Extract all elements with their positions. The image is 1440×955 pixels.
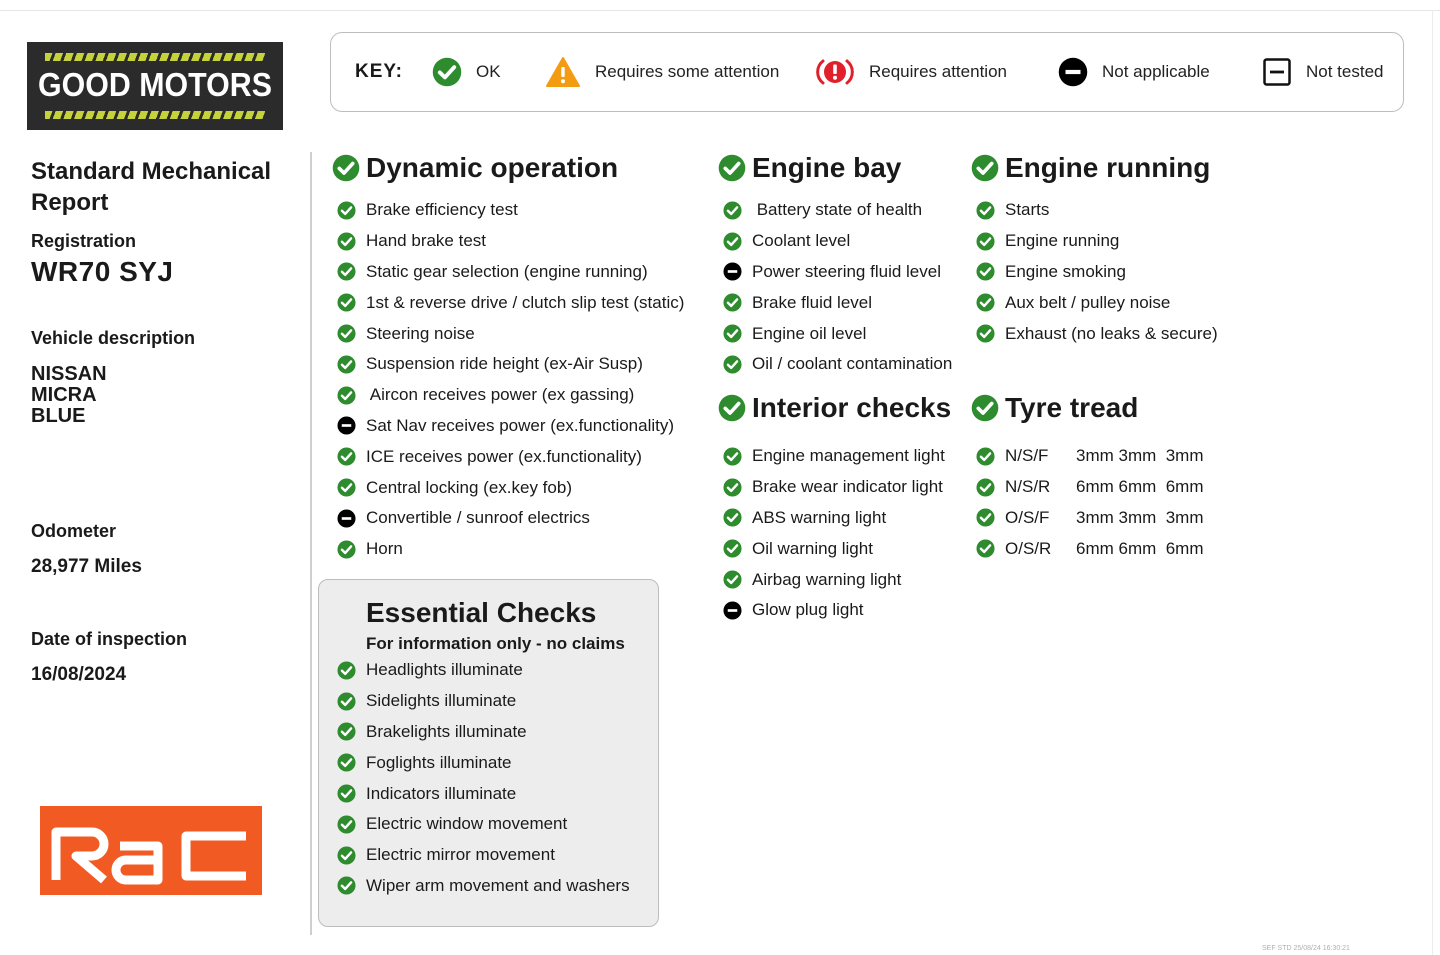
check-item-label: Engine management light [752,446,945,466]
key-ok-label: OK [476,62,501,81]
check-icon [723,293,742,312]
key-attention-label: Requires attention [869,62,1007,81]
check-item-label: Exhaust (no leaks & secure) [1005,323,1218,343]
check-item [337,503,684,534]
check-item-label: Battery state of health [752,200,923,220]
check-item [337,655,630,686]
check-item-label: Horn [366,539,403,559]
engine-running-title: Engine running [1005,152,1211,183]
warning-triangle-icon [545,56,581,88]
engine-running-list [976,195,1218,349]
check-item [723,257,952,288]
check-icon [332,154,360,182]
key-some-attention-label: Requires some attention [595,62,780,81]
check-item-label: ABS warning light [752,507,887,527]
check-icon [723,232,742,251]
check-icon [337,324,356,343]
good-motors-logo [27,42,283,130]
check-item [723,595,945,626]
check-item [723,503,945,534]
check-icon [337,876,356,895]
check-item [337,809,630,840]
odometer-value: 28,977 Miles [31,556,142,577]
rac-logo [40,806,262,895]
check-icon [337,262,356,281]
check-item [723,472,945,503]
check-icon [976,447,995,466]
check-icon [976,539,995,558]
registration-label: Registration [31,231,137,251]
logo-stripe-top [45,53,265,61]
check-icon [971,154,999,182]
essential-checks-subtitle: For information only - no claims [366,634,625,653]
logo-text: GOOD MOTORS [38,66,272,103]
check-item [976,257,1218,288]
check-item-label: Static gear selection (engine running) [366,261,648,281]
check-icon [723,570,742,589]
check-item [337,380,684,411]
check-icon [337,753,356,772]
key-not-applicable [1058,33,1210,111]
tyre-tread-title: Tyre tread [1005,392,1139,423]
check-item [723,349,952,380]
right-rule [1432,10,1433,955]
check-icon [337,447,356,466]
essential-checks-title: Essential Checks [366,597,597,628]
tyre-tread-depths: 3mm 3mm 3mm [1076,507,1204,527]
check-icon [337,846,356,865]
dynamic-operation-heading [332,152,618,184]
check-icon [337,355,356,374]
essential-checks-list [337,655,630,901]
check-item-label: Sat Nav receives power (ex.functionality) [366,415,675,435]
tyre-tread-heading [971,392,1138,424]
minus-circle-icon [1058,57,1088,87]
check-item [337,441,684,472]
check-item-label: Indicators illuminate [366,783,517,803]
check-item-label: Engine smoking [1005,261,1126,281]
minus-circle-icon [337,509,356,528]
logo-stripe-bottom [45,111,265,119]
check-item-label: Brakelights illuminate [366,721,527,741]
check-item-label: Aux belt / pulley noise [1005,292,1171,312]
check-icon [976,478,995,497]
check-item [723,195,952,226]
check-icon [976,324,995,343]
report-title: Standard Mechanical Report [31,158,272,216]
check-icon [723,508,742,527]
vehicle-make: NISSAN [31,363,107,385]
check-item-label: Electric mirror movement [366,845,555,865]
key-not-tested-label: Not tested [1306,62,1384,81]
check-item [337,871,630,902]
check-item [337,257,684,288]
check-item-label: Brake wear indicator light [752,477,943,497]
tyre-row [976,472,1204,503]
tyre-position: O/S/F [1005,507,1050,527]
check-item [337,195,684,226]
tyre-position: N/S/R [1005,477,1051,497]
engine-bay-list [723,195,952,380]
check-icon [337,232,356,251]
vehicle-colour: BLUE [31,405,86,427]
check-item-label: Glow plug light [752,600,864,620]
check-item-label: Airbag warning light [752,569,902,589]
check-item [337,411,684,442]
check-item-label: Brake fluid level [752,292,873,312]
check-item-label: 1st & reverse drive / clutch slip test (static) [366,292,685,312]
footer-reference: SEF STD 25/08/24 16:30:21 [1262,945,1350,952]
check-item [337,349,684,380]
check-item-label: Foglights illuminate [366,752,512,772]
check-item-label: Engine oil level [752,323,867,343]
check-icon [337,722,356,741]
check-item [976,195,1218,226]
check-icon [971,394,999,422]
check-icon [337,815,356,834]
check-icon [723,355,742,374]
check-icon [337,661,356,680]
interior-checks-heading [718,392,951,424]
interior-checks-title: Interior checks [752,392,952,423]
check-icon [337,784,356,803]
check-item-label: Convertible / sunroof electrics [366,508,590,528]
check-item [723,318,952,349]
check-item [337,717,630,748]
key-not-tested [1262,33,1384,111]
check-item-label: Brake efficiency test [366,200,518,220]
column-divider [310,152,312,935]
check-item-label: Hand brake test [366,231,487,251]
tyre-row [976,533,1204,564]
tyre-position: O/S/R [1005,538,1052,558]
inspection-date-label: Date of inspection [31,629,188,649]
engine-running-heading [971,152,1210,184]
top-rule [0,10,1440,11]
check-item [337,318,684,349]
check-item-label: Engine running [1005,231,1120,251]
key-some-attention [545,33,779,111]
minus-circle-icon [337,416,356,435]
vehicle-description [31,364,107,427]
tyre-tread-depths: 3mm 3mm 3mm [1076,446,1204,466]
check-icon [432,57,462,87]
check-icon [723,201,742,220]
check-icon [723,539,742,558]
inspection-date-value: 16/08/2024 [31,664,127,685]
check-icon [337,386,356,405]
check-icon [723,447,742,466]
tyre-row [976,503,1204,534]
check-icon [337,540,356,559]
check-item-label: Sidelights illuminate [366,691,517,711]
check-item [337,686,630,717]
check-icon [337,692,356,711]
minus-circle-icon [723,601,742,620]
check-item-label: Oil / coolant contamination [752,354,953,374]
check-item [337,534,684,565]
odometer-label: Odometer [31,521,117,541]
check-item [976,226,1218,257]
check-item [337,778,630,809]
tyre-position: N/S/F [1005,446,1049,466]
key-title: KEY: [355,61,403,82]
minus-circle-icon [723,262,742,281]
check-item [723,441,945,472]
check-item [337,226,684,257]
check-item-label: Coolant level [752,231,851,251]
vehicle-model: MICRA [31,384,97,406]
key-ok [432,33,501,111]
check-icon [718,154,746,182]
check-item-label: Central locking (ex.key fob) [366,477,572,497]
check-icon [976,201,995,220]
check-icon [337,293,356,312]
check-icon [723,478,742,497]
check-item [723,533,945,564]
engine-bay-title: Engine bay [752,152,902,183]
check-icon [976,232,995,251]
check-icon [718,394,746,422]
check-item-label: Power steering fluid level [752,261,941,281]
check-icon [337,478,356,497]
tyre-row [976,441,1204,472]
check-item-label: Headlights illuminate [366,660,523,680]
status-key [330,32,1404,112]
vehicle-description-label: Vehicle description [31,328,196,348]
check-item-label: Aircon receives power (ex gassing) [366,385,635,405]
check-item-label: Starts [1005,200,1050,220]
dynamic-operation-list [337,195,684,565]
check-item-label: Suspension ride height (ex-Air Susp) [366,354,643,374]
check-icon [976,508,995,527]
key-not-applicable-label: Not applicable [1102,62,1210,81]
check-item [723,287,952,318]
check-item [723,226,952,257]
check-item [337,472,684,503]
check-icon [976,293,995,312]
key-attention [815,33,1007,111]
tyre-tread-depths: 6mm 6mm 6mm [1076,538,1204,558]
check-item-label: Oil warning light [752,538,873,558]
check-item-label: Steering noise [366,323,475,343]
tyre-tread-depths: 6mm 6mm 6mm [1076,477,1204,497]
check-icon [337,201,356,220]
dynamic-operation-title: Dynamic operation [366,152,619,183]
check-item-label: ICE receives power (ex.functionality) [366,446,642,466]
check-icon [723,324,742,343]
check-item-label: Electric window movement [366,814,568,834]
check-item [337,287,684,318]
rac-logo-mark [40,806,262,895]
check-item [976,287,1218,318]
check-item-label: Wiper arm movement and washers [366,875,630,895]
check-item [337,840,630,871]
tyre-tread-list [976,441,1204,564]
engine-bay-heading [718,152,901,184]
interior-checks-list [723,441,945,626]
check-item [723,564,945,595]
check-icon [976,262,995,281]
minus-square-icon [1262,57,1292,87]
check-item [976,318,1218,349]
registration-value: WR70 SYJ [31,256,174,287]
exclamation-icon [815,57,855,87]
check-item [337,747,630,778]
